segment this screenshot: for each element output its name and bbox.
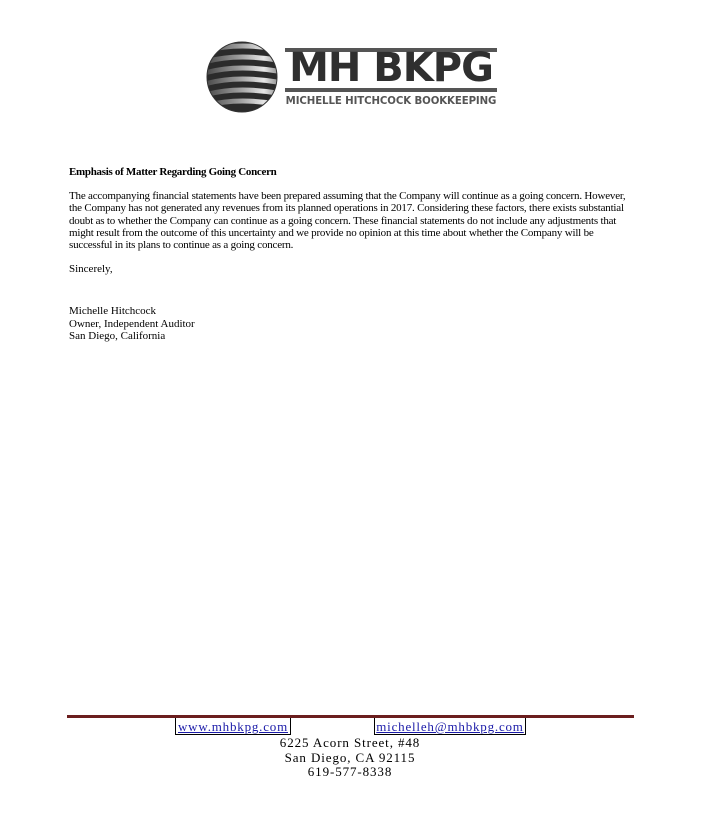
logo-wordmark [285, 46, 497, 108]
going-concern-paragraph: The accompanying financial statements have been prepared assuming that the Company will continue as a going concern. However, the Company has not generated any revenues from its planned operations in 2017. Considering these factors, there exists substantial doubt as to whether the Company can continue as a going concern. These financial statements do not include any adjustments that might result from the outcome of this uncertainty and we provide no opinion at this time about whether the Company will be successful in its plans to continue as a going concern. [69, 190, 626, 252]
logo-sub-text: MICHELLE HITCHCOCK BOOKKEEPING [285, 96, 497, 107]
phone-number: 619-577-8338 [307, 764, 393, 780]
signer-name: Michelle Hitchcock [69, 305, 157, 318]
footer-links [0, 718, 716, 736]
striped-globe-icon [205, 40, 281, 114]
website-link[interactable]: www.mhbkpg.com [175, 718, 291, 735]
city-state-zip: San Diego, CA 92115 [284, 749, 416, 765]
closing-salutation: Sincerely, [69, 263, 113, 276]
signer-location: San Diego, California [69, 329, 166, 342]
logo-main-text: MH BKPG [289, 45, 493, 91]
footer-address [0, 736, 700, 780]
email-link[interactable]: michelleh@mhbkpg.com [374, 718, 526, 735]
letter-body [69, 166, 639, 342]
street-address: 6225 Acorn Street, #48 [279, 735, 421, 750]
signer-title: Owner, Independent Auditor [69, 317, 195, 330]
section-heading: Emphasis of Matter Regarding Going Concern [69, 166, 277, 178]
company-logo [205, 40, 500, 114]
